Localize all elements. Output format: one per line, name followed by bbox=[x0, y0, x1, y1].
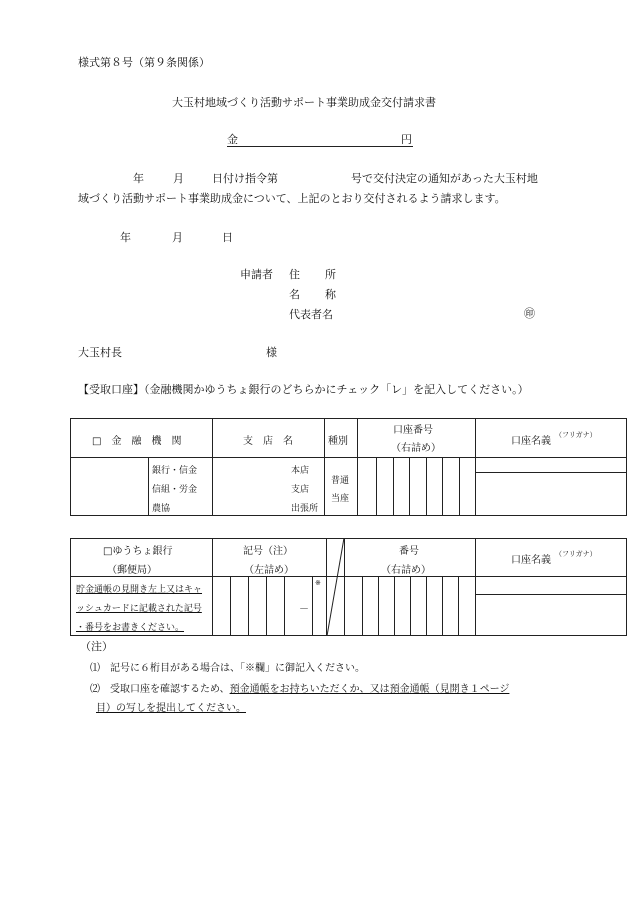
note2-text-c: 目）の写しを提出してください。 bbox=[96, 703, 246, 714]
diagonal-separator bbox=[326, 538, 345, 636]
note2-line1 bbox=[110, 680, 509, 695]
amount-suffix: 円 bbox=[401, 133, 412, 146]
address-label-b: 所 bbox=[325, 268, 336, 281]
intro-day-ref: 日付け指令第 bbox=[212, 172, 278, 185]
header-type: 種別 bbox=[328, 436, 348, 447]
note2-text-a: 受取口座を確認するため、 bbox=[110, 684, 230, 695]
intro-month: 月 bbox=[173, 172, 184, 185]
account-instructions bbox=[78, 381, 529, 397]
account-heading: 【受取口座】 bbox=[78, 383, 144, 396]
header-post-furigana: （フリガナ） bbox=[555, 550, 597, 558]
header-institution: □ 金 融 機 関 bbox=[92, 436, 182, 447]
header-post-holder: 口座名義 bbox=[511, 555, 551, 566]
header-post-office: （郵便局） bbox=[107, 565, 157, 576]
header-right-align: （右詰め） bbox=[391, 443, 441, 454]
branch-type-branch: 支店 bbox=[291, 485, 310, 495]
note2-mark: ⑵ bbox=[90, 684, 100, 695]
header-yucho: □ゆうちょ銀行 bbox=[103, 546, 173, 557]
note2-text-b: 預金通帳をお持ちいただくか、又は預金通帳（見開き１ページ bbox=[229, 684, 510, 695]
acct-type-current: 当座 bbox=[331, 494, 350, 504]
date-month: 月 bbox=[172, 231, 183, 244]
document-title: 大玉村地域づくり活動サポート事業助成金交付請求書 bbox=[172, 96, 436, 109]
header-number-right: （右詰め） bbox=[381, 565, 431, 576]
note1-mark: ⑴ bbox=[90, 663, 100, 674]
asterisk-mark: ※ bbox=[315, 579, 321, 587]
branch-type-sub: 出張所 bbox=[291, 504, 319, 514]
header-account-number: 口座番号 bbox=[393, 425, 433, 436]
intro-number: 号で交付決定の通知があった大玉村地 bbox=[351, 172, 538, 185]
form-number: 様式第８号（第９条関係） bbox=[78, 56, 210, 69]
intro-line2: 域づくり活動サポート事業助成金について、上記のとおり交付されるよう請求します。 bbox=[78, 192, 506, 205]
seal-mark: ㊞ bbox=[524, 307, 535, 320]
postal-note-line1: 貯金通帳の見開き左上又はキャ bbox=[76, 585, 203, 595]
addressee-name: 大玉村長 bbox=[78, 346, 122, 359]
postal-note-line2: ッシュカードに記載された記号 bbox=[76, 604, 202, 614]
inst-type-credit: 信組・労金 bbox=[152, 485, 198, 495]
notes-heading: （注） bbox=[80, 640, 113, 653]
name-label-b: 称 bbox=[325, 288, 336, 301]
date-day: 日 bbox=[222, 231, 233, 244]
note1-text: 記号に６桁目がある場合は、「※欄」に御記入ください。 bbox=[110, 663, 365, 674]
account-instruction-text: （金融機関かゆうちょ銀行のどちらかにチェック「レ」を記入してください。） bbox=[144, 383, 529, 396]
code-dash: － bbox=[299, 604, 309, 615]
intro-year: 年 bbox=[133, 172, 144, 185]
header-holder: 口座名義 bbox=[511, 436, 551, 447]
header-branch: 支 店 名 bbox=[243, 436, 293, 447]
header-number: 番号 bbox=[399, 546, 419, 557]
addressee-honorific: 様 bbox=[266, 346, 277, 359]
date-year: 年 bbox=[120, 231, 131, 244]
header-furigana: （フリガナ） bbox=[555, 431, 597, 439]
applicant-label: 申請者 bbox=[240, 268, 273, 281]
acct-type-ordinary: 普通 bbox=[331, 476, 350, 486]
postal-note-line3: ・番号をお書きください。 bbox=[76, 623, 185, 633]
representative-label: 代表者名 bbox=[289, 308, 333, 321]
amount-underline bbox=[227, 146, 413, 147]
branch-type-main: 本店 bbox=[291, 466, 310, 476]
address-label-a: 住 bbox=[289, 268, 300, 281]
inst-type-agri: 農協 bbox=[152, 504, 171, 514]
inst-type-bank: 銀行・信金 bbox=[152, 466, 198, 476]
header-code: 記号（注） bbox=[243, 546, 293, 557]
amount-prefix: 金 bbox=[227, 133, 238, 146]
header-left-align: （左詰め） bbox=[244, 565, 294, 576]
name-label-a: 名 bbox=[289, 288, 300, 301]
